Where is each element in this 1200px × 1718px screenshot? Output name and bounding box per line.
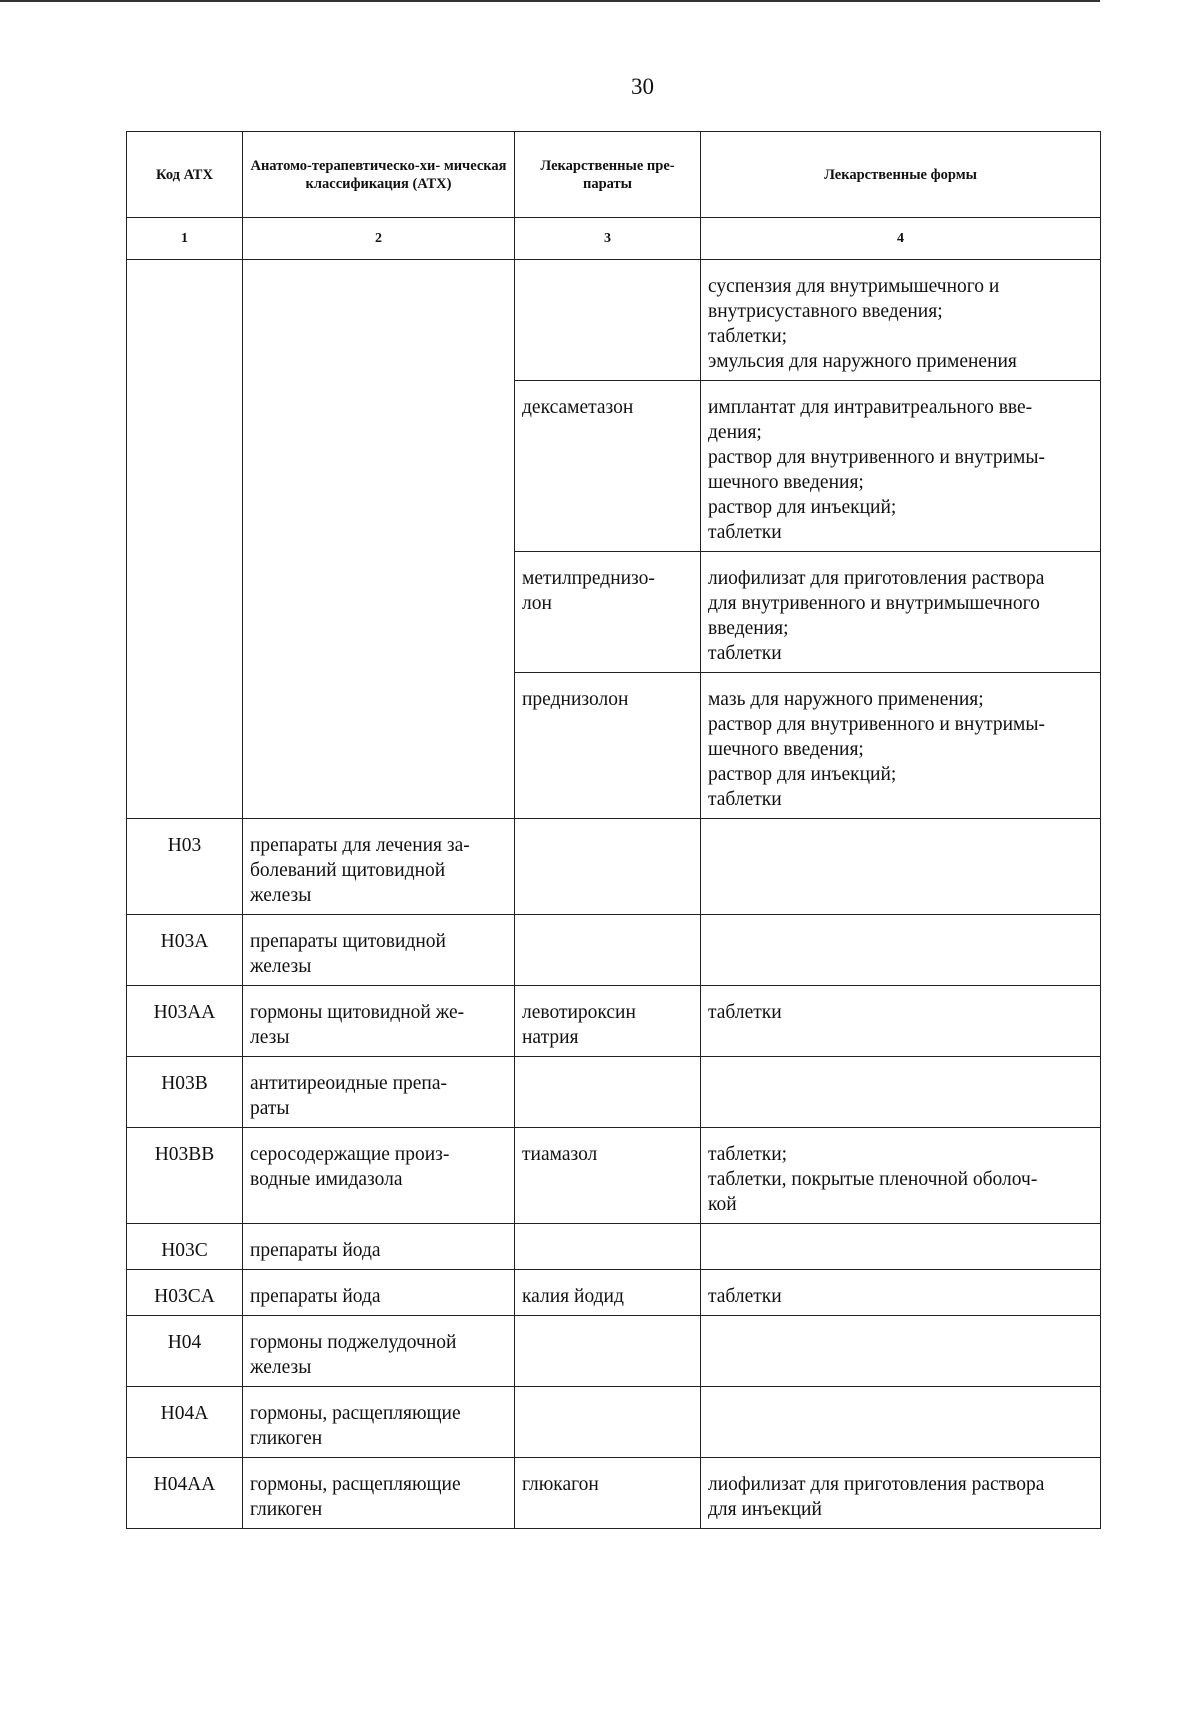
forms-cell-line: введения; (708, 618, 789, 639)
forms-cell (701, 986, 1101, 1057)
forms-cell (701, 1270, 1101, 1316)
table-row (127, 1316, 1101, 1387)
classification-cell-line: лезы (250, 1027, 290, 1048)
code-cell (127, 1224, 243, 1270)
classification-cell-line: препараты йода (250, 1286, 381, 1307)
code-cell-line: H04A (160, 1403, 209, 1424)
forms-cell (701, 1224, 1101, 1270)
drug-cell (515, 381, 701, 552)
forms-cell-line: таблетки (708, 522, 782, 543)
column-number: 4 (701, 218, 1101, 260)
classification-cell-line: гормоны поджелудочной (250, 1332, 457, 1353)
drug-cell (515, 1128, 701, 1224)
code-cell (127, 1128, 243, 1224)
code-cell (127, 1057, 243, 1128)
forms-cell-line: таблетки (708, 1286, 782, 1307)
classification-cell (243, 1270, 515, 1316)
forms-cell (701, 552, 1101, 673)
forms-cell-line: дения; (708, 422, 762, 443)
classification-cell (243, 1057, 515, 1128)
code-cell-line: H03BB (154, 1144, 215, 1165)
drug-cell-line: левотироксин (522, 1002, 636, 1023)
classification-cell-line: железы (250, 956, 312, 977)
code-cell (127, 819, 243, 915)
forms-cell (701, 1458, 1101, 1529)
forms-cell-line: лиофилизат для приготовления раствора (708, 568, 1045, 589)
drug-cell (515, 1316, 701, 1387)
forms-cell (701, 1316, 1101, 1387)
code-cell-line: H03 (167, 835, 202, 856)
forms-cell (701, 381, 1101, 552)
forms-cell (701, 819, 1101, 915)
classification-cell-line: препараты для лечения за- (250, 835, 470, 856)
page-number: 30 (631, 74, 654, 99)
code-cell (127, 986, 243, 1057)
drug-cell-line: тиамазол (522, 1144, 598, 1165)
classification-cell-line: гликоген (250, 1499, 323, 1520)
atc-table (126, 131, 1101, 1529)
forms-cell-line: таблетки (708, 1002, 782, 1023)
forms-cell (701, 673, 1101, 819)
drug-cell-line: дексаметазон (522, 397, 634, 418)
header-code: Код АТХ (127, 132, 243, 218)
forms-cell-line: для инъекций (708, 1499, 822, 1520)
classification-cell-line: препараты щитовидной (250, 931, 446, 952)
code-cell-line: H03A (160, 931, 209, 952)
code-cell (127, 1270, 243, 1316)
drug-cell (515, 673, 701, 819)
classification-cell-line: железы (250, 885, 312, 906)
forms-cell-line: таблетки; (708, 1144, 788, 1165)
code-cell-line: H03AA (153, 1002, 216, 1023)
forms-cell-line: раствор для внутривенного и внутримы- (708, 447, 1045, 468)
code-cell-line: H03B (161, 1073, 208, 1094)
classification-cell (243, 1387, 515, 1458)
code-cell (127, 915, 243, 986)
table-row (127, 819, 1101, 915)
code-cell-line: H03CA (154, 1286, 215, 1307)
column-number-row (127, 218, 1101, 260)
code-cell (127, 260, 243, 819)
column-number: 1 (127, 218, 243, 260)
drug-cell-line: метилпреднизо- (522, 568, 655, 589)
table-row (127, 915, 1101, 986)
classification-cell (243, 1316, 515, 1387)
forms-cell (701, 260, 1101, 381)
drug-cell-line: глюкагон (522, 1474, 599, 1495)
classification-cell (243, 260, 515, 819)
header-forms: Лекарственные формы (701, 132, 1101, 218)
forms-cell (701, 915, 1101, 986)
classification-cell-line: гормоны, расщепляющие (250, 1474, 461, 1495)
drug-cell (515, 1224, 701, 1270)
forms-cell-line: мазь для наружного применения; (708, 689, 984, 710)
forms-cell-line: внутрисуставного введения; (708, 301, 943, 322)
table-row (127, 986, 1101, 1057)
top-rule (0, 0, 1100, 2)
drug-cell (515, 1387, 701, 1458)
forms-cell (701, 1057, 1101, 1128)
drug-cell (515, 986, 701, 1057)
forms-cell-line: имплантат для интравитреального вве- (708, 397, 1033, 418)
forms-cell (701, 1128, 1101, 1224)
table-row (127, 1270, 1101, 1316)
table-row (127, 260, 1101, 381)
table-row (127, 1128, 1101, 1224)
forms-cell-line: кой (708, 1194, 737, 1215)
forms-cell (701, 1387, 1101, 1458)
forms-cell-line: шечного введения; (708, 739, 864, 760)
classification-cell-line: гормоны, расщепляющие (250, 1403, 461, 1424)
classification-cell-line: гликоген (250, 1428, 323, 1449)
forms-cell-line: суспензия для внутримышечного и (708, 276, 1000, 297)
forms-cell-line: таблетки (708, 789, 782, 810)
forms-cell-line: для внутривенного и внутримышечного (708, 593, 1040, 614)
classification-cell-line: раты (250, 1098, 290, 1119)
column-number: 2 (243, 218, 515, 260)
drug-cell (515, 552, 701, 673)
table-row (127, 1387, 1101, 1458)
classification-cell (243, 1224, 515, 1270)
column-number: 3 (515, 218, 701, 260)
forms-cell-line: раствор для внутривенного и внутримы- (708, 714, 1045, 735)
classification-cell-line: препараты йода (250, 1240, 381, 1261)
drug-cell (515, 819, 701, 915)
forms-cell-line: таблетки (708, 643, 782, 664)
forms-cell-line: раствор для инъекций; (708, 764, 897, 785)
classification-cell (243, 986, 515, 1057)
classification-cell-line: железы (250, 1357, 312, 1378)
drug-cell (515, 1057, 701, 1128)
classification-cell-line: серосодержащие произ- (250, 1144, 450, 1165)
classification-cell-line: гормоны щитовидной же- (250, 1002, 465, 1023)
classification-cell (243, 915, 515, 986)
code-cell (127, 1316, 243, 1387)
drug-cell (515, 260, 701, 381)
classification-cell-line: болеваний щитовидной (250, 860, 446, 881)
drug-cell-line: натрия (522, 1027, 579, 1048)
drug-cell-line: лон (522, 593, 552, 614)
header-drugs: Лекарственные пре- параты (515, 132, 701, 218)
header-classification: Анатомо-терапевтическо-хи- мическая классификация (АТХ) (243, 132, 515, 218)
code-cell (127, 1458, 243, 1529)
drug-cell-line: преднизолон (522, 689, 629, 710)
forms-cell-line: раствор для инъекций; (708, 497, 897, 518)
code-cell (127, 1387, 243, 1458)
code-cell-line: H04 (167, 1332, 202, 1353)
drug-cell (515, 1270, 701, 1316)
drug-cell-line: калия йодид (522, 1286, 624, 1307)
classification-cell-line: антитиреоидные препа- (250, 1073, 448, 1094)
code-cell-line: H03C (161, 1240, 208, 1261)
classification-cell (243, 1128, 515, 1224)
drug-cell (515, 1458, 701, 1529)
table-body (127, 260, 1101, 1529)
table-row (127, 1224, 1101, 1270)
table-row (127, 1057, 1101, 1128)
classification-cell-line: водные имидазола (250, 1169, 403, 1190)
classification-cell (243, 1458, 515, 1529)
drug-cell (515, 915, 701, 986)
forms-cell-line: таблетки, покрытые пленочной оболоч- (708, 1169, 1038, 1190)
forms-cell-line: эмульсия для наружного применения (708, 351, 1017, 372)
table-row (127, 1458, 1101, 1529)
forms-cell-line: таблетки; (708, 326, 788, 347)
forms-cell-line: лиофилизат для приготовления раствора (708, 1474, 1045, 1495)
header-row (127, 132, 1101, 218)
classification-cell (243, 819, 515, 915)
code-cell-line: H04AA (153, 1474, 216, 1495)
forms-cell-line: шечного введения; (708, 472, 864, 493)
